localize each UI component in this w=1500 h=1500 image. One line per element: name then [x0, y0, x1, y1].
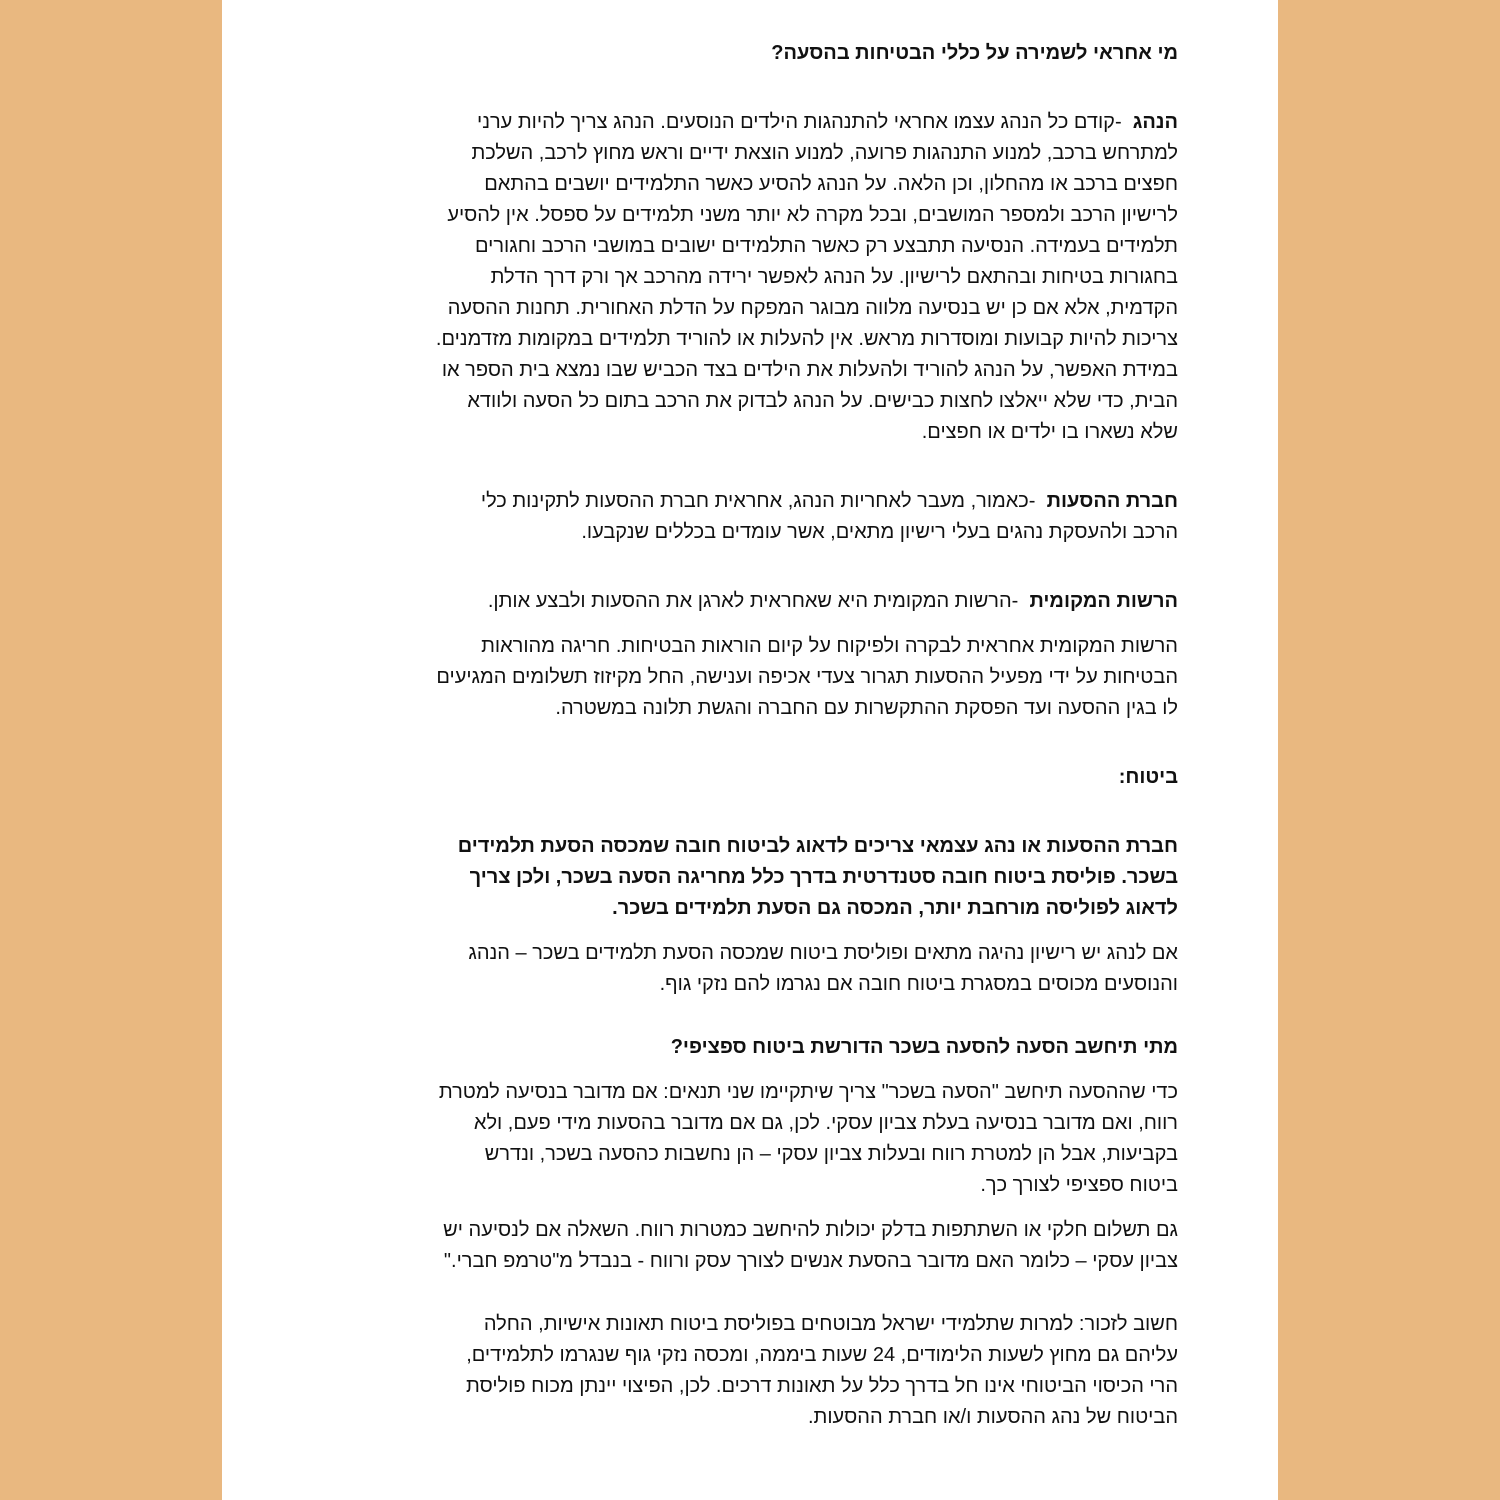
driver-paragraph [304, 107, 1178, 448]
paragraph-line: בשכר. פוליסת ביטוח חובה סטנדרטית בדרך כלל מחריגה הסעה בשכר, ולכן צריך [469, 866, 1178, 888]
authority-paragraph [304, 631, 1178, 724]
page-title: מי אחראי לשמירה על כללי הבטיחות בהסעה? [771, 42, 1178, 64]
paragraph-line: גם תשלום חלקי או השתתפות בדלק יכולות להיחשב כמטרות רווח. השאלה אם לנסיעה יש [443, 1219, 1178, 1241]
paragraph-line: חשוב לזכור: למרות שתלמידי ישראל מבוטחים בפוליסת ביטוח תאונות אישיות, החלה [483, 1313, 1178, 1335]
paragraph-line: תלמידים בעמידה. הנסיעה תתבצע רק כאשר התלמידים ישובים במושבי הרכב וחגורים [475, 235, 1178, 257]
driver-label: הנהג [1132, 111, 1178, 133]
paragraph-line: והנוסעים מכוסים במסגרת ביטוח חובה אם נגרמו להם נזקי גוף. [659, 973, 1178, 995]
paragraph-line: אם לנהג יש רישיון נהיגה מתאים ופוליסת ביטוח שמכסה הסעת תלמידים בשכר – הנהג [468, 942, 1178, 964]
paragraph-line: לרישיון הרכב ולמספר המושבים, ובכל מקרה לא יותר משני תלמידים על ספסל. אין להסיע [447, 204, 1178, 226]
paragraph-line: הבטיחות על ידי מפעיל ההסעות תגרור צעדי אכיפה וענישה, החל מקיזוז תשלומים המגיעים [436, 666, 1178, 688]
paragraph-line: ביטוח ספציפי לצורך כך. [980, 1174, 1178, 1196]
paragraph-line: הרי הכיסוי הביטוחי אינו חל בדרך כלל על תאונות דרכים. לכן, הפיצוי יינתן מכוח פוליסת [466, 1375, 1178, 1397]
paragraph-line: הקדמית, אלא אם כן יש בנסיעה מלווה מבוגר המפקח על הדלת האחורית. תחנות ההסעה [447, 297, 1178, 319]
paragraph-line: הבית, כדי שלא ייאלצו לחצות כבישים. על הנהג לבדוק את הרכב בתום כל הסעה ולוודא [467, 390, 1178, 412]
note-paragraph [304, 1309, 1178, 1433]
paragraph-line: חפצים ברכב או מהחלון, וכן הלאה. על הנהג להסיע כאשר התלמידים יושבים בהתאם [484, 173, 1178, 195]
paragraph-line: צריכות להיות קבועות ומוסדרות מראש. אין להעלות או להוריד תלמידים במקומות מזדמנים. [435, 328, 1178, 350]
paragraph-line: -כאמור, מעבר לאחריות הנהג, אחראית חברת ההסעות לתקינות כלי [480, 490, 1036, 512]
insurance-bold-paragraph [304, 831, 1178, 924]
paragraph-line: שלא נשארו בו ילדים או חפצים. [921, 421, 1178, 443]
paragraph-line: לדאוג לפוליסה מורחבת יותר, המכסה גם הסעת תלמידים בשכר. [612, 897, 1178, 919]
document-body [304, 38, 1178, 1433]
insurance-paragraph [304, 938, 1178, 1000]
paragraph-line: -קודם כל הנהג עצמו אחראי להתנהגות הילדים הנוסעים. הנהג צריך להיות ערני [477, 111, 1122, 133]
paragraph-line: למתרחש ברכב, למנוע התנהגות פרועה, למנוע הוצאת ידיים וראש מחוץ לרכב, השלכת [471, 142, 1178, 164]
paragraph-line: במידת האפשר, על הנהג להוריד ולהעלות את הילדים בצד הכביש שבו נמצא בית הספר או [441, 359, 1178, 381]
paragraph-line: כדי שההסעה תיחשב "הסעה בשכר" צריך שיתקיימו שני תנאים: אם מדובר בנסיעה למטרת [438, 1081, 1178, 1103]
authority-label: הרשות המקומית [1029, 590, 1178, 612]
paid-ride-paragraph-1 [304, 1077, 1178, 1201]
paragraph-line: חברת ההסעות או נהג עצמאי צריכים לדאוג לביטוח חובה שמכסה הסעת תלמידים [457, 835, 1178, 857]
paragraph-line: הרכב ולהעסקת נהגים בעלי רישיון מתאים, אשר עומדים בכללים שנקבעו. [581, 521, 1178, 543]
insurance-heading: ביטוח: [1118, 766, 1178, 788]
paragraph-line: בקביעות, אבל הן למטרת רווח ובעלות צביון עסקי – הן נחשבות כהסעה בשכר, ונדרש [484, 1143, 1178, 1165]
paragraph-line: בחגורות בטיחות ובהתאם לרישיון. על הנהג לאפשר ירידה מהרכב אך ורק דרך הדלת [490, 266, 1178, 288]
paid-ride-paragraph-2 [304, 1215, 1178, 1277]
paid-ride-heading: מתי תיחשב הסעה להסעה בשכר הדורשת ביטוח ספציפי? [670, 1036, 1178, 1058]
company-paragraph [304, 486, 1178, 548]
paragraph-line: לו בגין ההסעה ועד הפסקת ההתקשרות עם החברה והגשת תלונה במשטרה. [555, 697, 1178, 719]
paragraph-line: רווח, ואם מדובר בנסיעה בעלת צביון עסקי. לכן, גם אם מדובר בהסעות מידי פעם, ולא [473, 1112, 1178, 1134]
company-label: חברת ההסעות [1046, 490, 1178, 512]
paragraph-line: צביון עסקי – כלומר האם מדובר בהסעת אנשים לצורך עסק ורווח - בנבדל מ"טרמפ חברי." [443, 1250, 1178, 1272]
paragraph-line: הרשות המקומית אחראית לבקרה ולפיקוח על קיום הוראות הבטיחות. חריגה מהוראות [481, 635, 1178, 657]
paragraph-line: עליהם גם מחוץ לשעות הלימודים, 24 שעות ביממה, ומכסה נזקי גוף שנגרמו לתלמידים, [466, 1344, 1178, 1366]
document-page [222, 0, 1278, 1500]
authority-intro [304, 586, 1178, 617]
paragraph-line: -הרשות המקומית היא שאחראית לארגן את ההסעות ולבצע אותן. [487, 590, 1019, 612]
paragraph-line: הביטוח של נהג ההסעות ו/או חברת ההסעות. [807, 1406, 1178, 1428]
